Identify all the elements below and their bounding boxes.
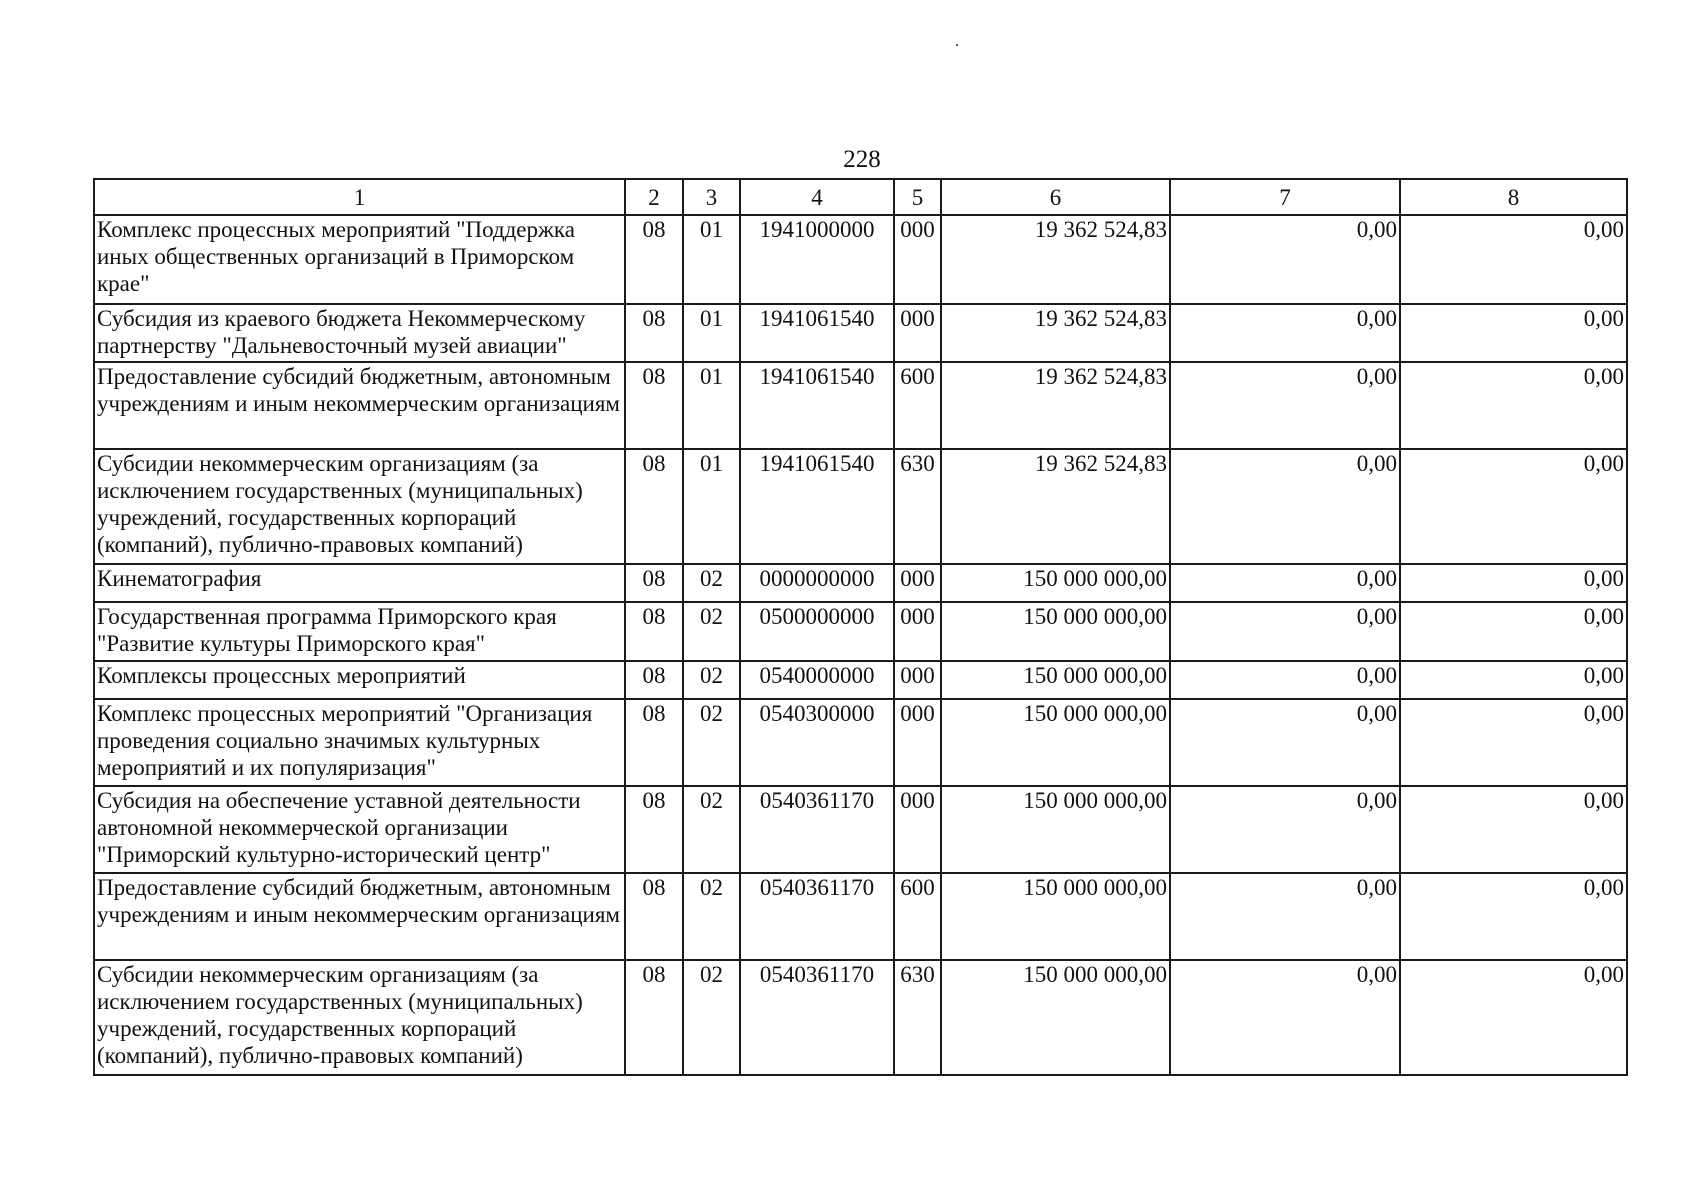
section-code: 08 — [625, 215, 683, 304]
amount-col6: 150 000 000,00 — [941, 661, 1170, 699]
section-code: 08 — [625, 362, 683, 449]
column-numbers-row — [94, 179, 1627, 215]
amount-col8: 0,00 — [1400, 786, 1627, 873]
section-code: 08 — [625, 960, 683, 1075]
subsection-code: 01 — [683, 215, 740, 304]
item-name: Субсидия из краевого бюджета Некоммерческому партнерству "Дальневосточный музей авиации" — [94, 304, 625, 362]
section-code: 08 — [625, 564, 683, 602]
amount-col6: 150 000 000,00 — [941, 873, 1170, 960]
table-row — [94, 960, 1627, 1075]
column-header: 7 — [1170, 179, 1400, 215]
column-header: 3 — [683, 179, 740, 215]
expense-type-code: 600 — [894, 873, 941, 960]
section-code: 08 — [625, 602, 683, 661]
page-number: 228 — [843, 146, 881, 173]
expense-type-code: 000 — [894, 564, 941, 602]
budget-table — [93, 178, 1628, 1076]
section-code: 08 — [625, 699, 683, 786]
item-name: Кинематография — [94, 564, 625, 602]
expense-type-code: 000 — [894, 304, 941, 362]
amount-col7: 0,00 — [1170, 699, 1400, 786]
table-row — [94, 564, 1627, 602]
target-article-code: 0540000000 — [740, 661, 894, 699]
subsection-code: 02 — [683, 564, 740, 602]
section-code: 08 — [625, 449, 683, 564]
expense-type-code: 000 — [894, 602, 941, 661]
amount-col6: 150 000 000,00 — [941, 960, 1170, 1075]
item-name: Субсидии некоммерческим организациям (за исключением государственных (муниципальных) учреждений, государственных корпораций (компаний), публично-правовых компаний) — [94, 449, 625, 564]
column-header: 5 — [894, 179, 941, 215]
table-row — [94, 362, 1627, 449]
subsection-code: 02 — [683, 960, 740, 1075]
amount-col6: 19 362 524,83 — [941, 304, 1170, 362]
table-row — [94, 873, 1627, 960]
subsection-code: 01 — [683, 304, 740, 362]
section-code: 08 — [625, 661, 683, 699]
item-name: Субсидия на обеспечение уставной деятельности автономной некоммерческой организации "Приморский культурно-исторический центр" — [94, 786, 625, 873]
expense-type-code: 630 — [894, 960, 941, 1075]
target-article-code: 1941000000 — [740, 215, 894, 304]
subsection-code: 01 — [683, 449, 740, 564]
amount-col7: 0,00 — [1170, 786, 1400, 873]
target-article-code: 0540361170 — [740, 960, 894, 1075]
subsection-code: 02 — [683, 661, 740, 699]
amount-col6: 150 000 000,00 — [941, 699, 1170, 786]
expense-type-code: 000 — [894, 699, 941, 786]
column-header: 2 — [625, 179, 683, 215]
amount-col6: 150 000 000,00 — [941, 564, 1170, 602]
item-name: Субсидии некоммерческим организациям (за исключением государственных (муниципальных) учреждений, государственных корпораций (компаний), публично-правовых компаний) — [94, 960, 625, 1075]
target-article-code: 0540300000 — [740, 699, 894, 786]
section-code: 08 — [625, 786, 683, 873]
amount-col8: 0,00 — [1400, 362, 1627, 449]
expense-type-code: 630 — [894, 449, 941, 564]
amount-col7: 0,00 — [1170, 304, 1400, 362]
table-header — [94, 179, 1627, 215]
scan-speck — [956, 44, 958, 46]
amount-col7: 0,00 — [1170, 661, 1400, 699]
item-name: Государственная программа Приморского края "Развитие культуры Приморского края" — [94, 602, 625, 661]
amount-col6: 150 000 000,00 — [941, 602, 1170, 661]
item-name: Предоставление субсидий бюджетным, автономным учреждениям и иным некоммерческим организациям — [94, 873, 625, 960]
section-code: 08 — [625, 873, 683, 960]
item-name: Предоставление субсидий бюджетным, автономным учреждениям и иным некоммерческим организациям — [94, 362, 625, 449]
target-article-code: 1941061540 — [740, 449, 894, 564]
subsection-code: 02 — [683, 602, 740, 661]
target-article-code: 0000000000 — [740, 564, 894, 602]
expense-type-code: 000 — [894, 215, 941, 304]
section-code: 08 — [625, 304, 683, 362]
target-article-code: 0540361170 — [740, 786, 894, 873]
amount-col8: 0,00 — [1400, 215, 1627, 304]
table-row — [94, 449, 1627, 564]
expense-type-code: 000 — [894, 661, 941, 699]
amount-col7: 0,00 — [1170, 960, 1400, 1075]
amount-col8: 0,00 — [1400, 960, 1627, 1075]
table-row — [94, 215, 1627, 304]
target-article-code: 0540361170 — [740, 873, 894, 960]
item-name: Комплекс процессных мероприятий "Организация проведения социально значимых культурных мероприятий и их популяризация" — [94, 699, 625, 786]
subsection-code: 02 — [683, 699, 740, 786]
column-header: 6 — [941, 179, 1170, 215]
subsection-code: 02 — [683, 786, 740, 873]
amount-col7: 0,00 — [1170, 215, 1400, 304]
amount-col8: 0,00 — [1400, 699, 1627, 786]
amount-col6: 19 362 524,83 — [941, 215, 1170, 304]
amount-col8: 0,00 — [1400, 602, 1627, 661]
table-row — [94, 661, 1627, 699]
subsection-code: 02 — [683, 873, 740, 960]
target-article-code: 1941061540 — [740, 304, 894, 362]
column-header: 1 — [94, 179, 625, 215]
amount-col6: 19 362 524,83 — [941, 449, 1170, 564]
expense-type-code: 000 — [894, 786, 941, 873]
target-article-code: 0500000000 — [740, 602, 894, 661]
item-name: Комплекс процессных мероприятий "Поддержка иных общественных организаций в Приморском крае" — [94, 215, 625, 304]
item-name: Комплексы процессных мероприятий — [94, 661, 625, 699]
target-article-code: 1941061540 — [740, 362, 894, 449]
amount-col6: 19 362 524,83 — [941, 362, 1170, 449]
subsection-code: 01 — [683, 362, 740, 449]
amount-col7: 0,00 — [1170, 362, 1400, 449]
amount-col7: 0,00 — [1170, 449, 1400, 564]
column-header: 8 — [1400, 179, 1627, 215]
table-row — [94, 699, 1627, 786]
amount-col8: 0,00 — [1400, 661, 1627, 699]
table-row — [94, 304, 1627, 362]
amount-col8: 0,00 — [1400, 873, 1627, 960]
table-row — [94, 786, 1627, 873]
expense-type-code: 600 — [894, 362, 941, 449]
column-header: 4 — [740, 179, 894, 215]
amount-col8: 0,00 — [1400, 449, 1627, 564]
amount-col8: 0,00 — [1400, 304, 1627, 362]
table-row — [94, 602, 1627, 661]
amount-col7: 0,00 — [1170, 564, 1400, 602]
amount-col6: 150 000 000,00 — [941, 786, 1170, 873]
amount-col7: 0,00 — [1170, 602, 1400, 661]
amount-col8: 0,00 — [1400, 564, 1627, 602]
amount-col7: 0,00 — [1170, 873, 1400, 960]
